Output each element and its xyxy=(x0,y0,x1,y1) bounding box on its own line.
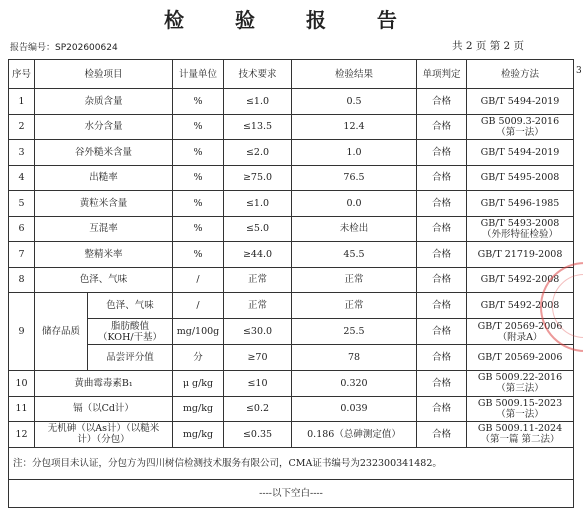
cell-judgement: 合格 xyxy=(417,242,467,268)
cell-unit: μ g/kg xyxy=(173,371,224,397)
cell-requirement: ≤2.0 xyxy=(224,140,292,166)
cell-item-line1: 镉（以Cd计） xyxy=(73,403,134,415)
cell-requirement: ≤1.0 xyxy=(224,191,292,217)
cell-item xyxy=(35,422,173,448)
table-row xyxy=(9,371,574,397)
rows-storage xyxy=(9,293,574,371)
cell-seq: 7 xyxy=(9,242,35,268)
cell-item-line1: 色泽、气味 xyxy=(79,274,128,286)
cell-judgement: 合格 xyxy=(417,345,467,371)
cell-method-line1: GB 5009.15-2023 xyxy=(477,397,563,409)
cell-unit: % xyxy=(173,191,224,217)
cell-result: 0.186（总砷测定值） xyxy=(292,422,417,448)
cell-method xyxy=(467,242,574,268)
cell-item xyxy=(35,114,173,140)
cell-item-line1: 品尝评分值 xyxy=(106,352,154,363)
cell-result: 0.039 xyxy=(292,396,417,422)
cell-method-line1: GB 5009.3-2016 xyxy=(480,115,560,127)
cell-unit: % xyxy=(173,140,224,166)
cell-unit: mg/100g xyxy=(173,319,224,345)
cell-method-line1: GB/T 5493-2008 xyxy=(480,217,560,229)
cell-method-line1: GB/T 5494-2019 xyxy=(480,146,560,158)
cell-method xyxy=(467,191,574,217)
cell-unit: % xyxy=(173,89,224,115)
cell-item-line1: 谷外糙米含量 xyxy=(74,146,132,158)
cell-item xyxy=(35,216,173,242)
storage-group-wrap xyxy=(35,293,173,371)
cell-method-line1: GB/T 5495-2008 xyxy=(480,172,560,184)
cell-item-line1: 黄粒米含量 xyxy=(79,197,128,209)
cell-requirement: ≥44.0 xyxy=(224,242,292,268)
cell-requirement: ≤0.35 xyxy=(224,422,292,448)
cell-result: 0.0 xyxy=(292,191,417,217)
cell-item xyxy=(88,319,173,345)
cell-unit: / xyxy=(173,267,224,293)
cell-method xyxy=(467,371,574,397)
cell-unit: % xyxy=(173,165,224,191)
cell-judgement: 合格 xyxy=(417,114,467,140)
cell-result: 未检出 xyxy=(292,216,417,242)
cell-unit: / xyxy=(173,293,224,319)
header-item: 检验项目 xyxy=(35,60,173,89)
cell-method-line1: GB/T 5494-2019 xyxy=(480,95,560,107)
cell-result: 45.5 xyxy=(292,242,417,268)
table-row xyxy=(9,396,574,422)
cell-result: 0.5 xyxy=(292,89,417,115)
cell-item-line1: 色泽、气味 xyxy=(106,300,154,311)
cell-seq: 1 xyxy=(9,89,35,115)
cell-judgement: 合格 xyxy=(417,293,467,319)
table-row xyxy=(9,216,574,242)
cell-seq: 6 xyxy=(9,216,35,242)
cell-requirement: ≤13.5 xyxy=(224,114,292,140)
note-row xyxy=(9,447,574,479)
inspection-table xyxy=(8,59,574,508)
cell-item xyxy=(35,371,173,397)
end-mark: ----以下空白---- xyxy=(9,479,574,507)
cell-result: 0.320 xyxy=(292,371,417,397)
cell-item-line1: 出糙率 xyxy=(89,172,118,184)
cell-judgement: 合格 xyxy=(417,371,467,397)
cell-seq: 12 xyxy=(9,422,35,448)
cell-seq: 8 xyxy=(9,267,35,293)
cell-method-line2: （第一篇 第二法） xyxy=(480,434,560,446)
cell-judgement: 合格 xyxy=(417,216,467,242)
cell-item-line2: 计）（分包） xyxy=(77,434,130,446)
cell-judgement: 合格 xyxy=(417,191,467,217)
cell-requirement: ≤10 xyxy=(224,371,292,397)
table-row xyxy=(9,191,574,217)
cell-item xyxy=(35,191,173,217)
cell-judgement: 合格 xyxy=(417,422,467,448)
cell-seq: 2 xyxy=(9,114,35,140)
rows-after xyxy=(9,371,574,448)
cell-result: 正常 xyxy=(292,267,417,293)
cell-result: 76.5 xyxy=(292,165,417,191)
cell-requirement: ≤30.0 xyxy=(224,319,292,345)
cell-judgement: 合格 xyxy=(417,319,467,345)
cell-method-line2: （第三法） xyxy=(496,383,544,395)
table-row xyxy=(9,267,574,293)
cell-judgement: 合格 xyxy=(417,267,467,293)
cell-method xyxy=(467,114,574,140)
note-text: 注：分包项目未认证，分包方为四川树信检测技术服务有限公司，CMA证书编号为232300341482。 xyxy=(9,447,574,479)
cell-item xyxy=(35,89,173,115)
cell-method xyxy=(467,140,574,166)
table-row xyxy=(9,140,574,166)
cell-item-line1: 脂肪酸值 xyxy=(110,320,149,332)
cell-method xyxy=(467,165,574,191)
cell-method-line1: GB/T 5492-2008 xyxy=(480,300,560,311)
cell-judgement: 合格 xyxy=(417,396,467,422)
cell-item xyxy=(35,140,173,166)
cell-requirement: ≤1.0 xyxy=(224,89,292,115)
header-method: 检验方法 xyxy=(467,60,574,89)
header-requirement: 技术要求 xyxy=(224,60,292,89)
cell-judgement: 合格 xyxy=(417,165,467,191)
header-result: 检验结果 xyxy=(292,60,417,89)
cell-item-line1: 整精米率 xyxy=(84,248,123,260)
cell-requirement: ≥75.0 xyxy=(224,165,292,191)
cell-method-line1: GB/T 20569-2006 xyxy=(477,352,563,363)
cell-group: 储存品质 xyxy=(35,293,88,370)
cell-item xyxy=(35,165,173,191)
cell-unit: % xyxy=(173,114,224,140)
cell-unit: % xyxy=(173,242,224,268)
cell-seq: 11 xyxy=(9,396,35,422)
report-title: 检 验 报 告 xyxy=(164,8,419,32)
cell-requirement: ≥70 xyxy=(224,345,292,371)
cell-requirement: 正常 xyxy=(224,267,292,293)
rows-main xyxy=(9,89,574,293)
cell-method-line2: （附录A） xyxy=(497,331,543,343)
cell-method xyxy=(467,216,574,242)
cell-item-line1: 杂质含量 xyxy=(84,95,123,107)
cell-method xyxy=(467,89,574,115)
cell-method-line1: GB/T 5492-2008 xyxy=(480,274,560,286)
cell-item xyxy=(88,293,173,319)
cell-method-line1: GB/T 20569-2006 xyxy=(477,320,563,332)
cell-seq: 9 xyxy=(9,293,35,371)
cell-seq: 5 xyxy=(9,191,35,217)
cell-requirement: ≤0.2 xyxy=(224,396,292,422)
cell-item xyxy=(35,242,173,268)
cell-method xyxy=(467,396,574,422)
cell-item xyxy=(35,396,173,422)
table-row xyxy=(9,114,574,140)
end-row xyxy=(9,479,574,507)
cell-item xyxy=(88,345,173,371)
cell-unit: mg/kg xyxy=(173,396,224,422)
cell-item-line1: 黄曲霉毒素B₁ xyxy=(74,377,133,389)
cell-method-line1: GB/T 21719-2008 xyxy=(477,248,563,260)
page-info: 共 2 页 第 2 页 xyxy=(452,40,525,52)
cell-judgement: 合格 xyxy=(417,89,467,115)
cell-result: 1.0 xyxy=(292,140,417,166)
cell-requirement: 正常 xyxy=(224,293,292,319)
cell-item-line1: 无机砷（以As计）（以糙米 xyxy=(47,423,160,435)
stamp-inner-ring xyxy=(552,274,583,338)
edge-mark: 3 xyxy=(576,66,582,76)
cell-judgement: 合格 xyxy=(417,140,467,166)
table-row xyxy=(9,89,574,115)
table-row xyxy=(9,165,574,191)
report-number: 报告编号：SP202600624 xyxy=(10,43,118,53)
cell-method xyxy=(467,345,574,371)
header-judgement: 单项判定 xyxy=(417,60,467,89)
cell-method-line1: GB 5009.22-2016 xyxy=(477,372,563,384)
cell-method-line2: （第一法） xyxy=(496,408,544,420)
cell-method-line2: （外形特征检验） xyxy=(481,228,558,240)
cell-unit: mg/kg xyxy=(173,422,224,448)
table-row xyxy=(9,242,574,268)
header-seq: 序号 xyxy=(9,60,35,89)
cell-requirement: ≤5.0 xyxy=(224,216,292,242)
cell-result: 78 xyxy=(292,345,417,371)
table-header-row xyxy=(9,60,574,89)
cell-seq: 3 xyxy=(9,140,35,166)
cell-method xyxy=(467,422,574,448)
cell-item-line1: 互混率 xyxy=(89,223,118,235)
cell-item-line1: 水分含量 xyxy=(84,121,123,133)
cell-result: 25.5 xyxy=(292,319,417,345)
cell-item xyxy=(35,267,173,293)
table-row xyxy=(9,422,574,448)
cell-seq: 10 xyxy=(9,371,35,397)
cell-result: 12.4 xyxy=(292,114,417,140)
cell-unit: % xyxy=(173,216,224,242)
cell-item-line2: （KOH/干基） xyxy=(97,331,163,343)
cell-method-line1: GB/T 5496-1985 xyxy=(480,197,560,209)
cell-method-line2: （第一法） xyxy=(496,126,544,138)
cell-seq: 4 xyxy=(9,165,35,191)
cell-result: 正常 xyxy=(292,293,417,319)
cell-unit: 分 xyxy=(173,345,224,371)
table-row xyxy=(9,293,574,319)
header-unit: 计量单位 xyxy=(173,60,224,89)
cell-method-line1: GB 5009.11-2024 xyxy=(477,423,563,435)
